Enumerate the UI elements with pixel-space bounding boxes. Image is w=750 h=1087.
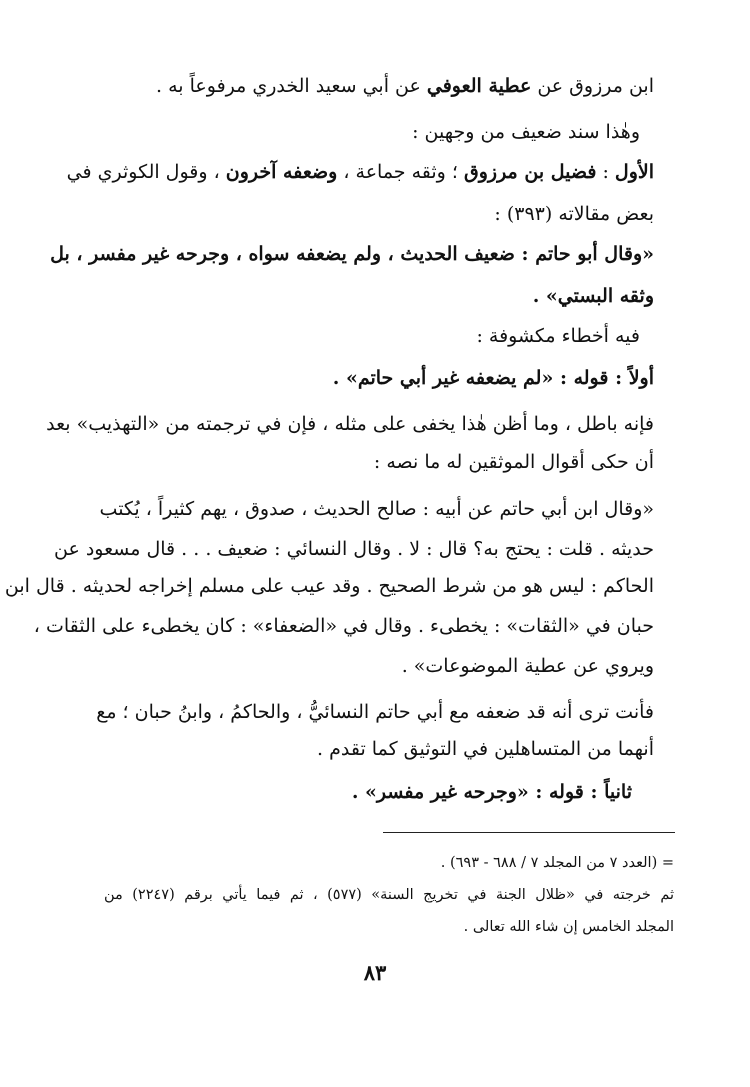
footnote-line-3 xyxy=(464,916,674,938)
text-run: وهٰذا سند ضعيف من وجهين : xyxy=(412,121,640,143)
text-line-13 xyxy=(4,572,654,600)
text-line-2 xyxy=(412,118,640,146)
text-run-bold: فضيل بن مرزوق xyxy=(463,161,597,183)
text-run: : xyxy=(596,161,615,183)
text-run: الحاكم : ليس هو من شرط الصحيح . وقد عيب على مسلم إخراجه لحديثه . قال ابن xyxy=(4,575,654,597)
text-run-bold: وضعفه آخرون xyxy=(225,161,338,183)
text-line-5 xyxy=(50,240,654,268)
text-line-8 xyxy=(333,364,654,392)
text-line-11 xyxy=(99,495,654,523)
text-run: ، وقول الكوثري في xyxy=(66,161,226,183)
text-line-17 xyxy=(317,735,654,763)
footnote-divider xyxy=(383,832,675,833)
footnote-text: ثم خرجته في «ظلال الجنة في تخريج السنة» (٥٧٧) ، ثم فيما يأتي برقم (٢٢٤٧) من xyxy=(104,887,675,903)
text-line-16 xyxy=(96,698,654,726)
text-run-bold: ثانياً : قوله : «وجرحه غير مفسر» . xyxy=(351,781,632,803)
text-run: فيه أخطاء مكشوفة : xyxy=(476,325,640,347)
text-line-3 xyxy=(66,158,654,186)
text-run-bold: عطية العوفي xyxy=(426,75,532,97)
text-run: بعض مقالاته (٣٩٣) : xyxy=(494,203,654,225)
footnote-text: = (العدد ٧ من المجلد ٧ / ٦٨٨ - ٦٩٣) . xyxy=(440,855,674,871)
text-line-18 xyxy=(352,778,632,806)
footnote-text: المجلد الخامس إن شاء الله تعالى . xyxy=(463,919,674,935)
text-run: ؛ وثقه جماعة ، xyxy=(337,161,464,183)
text-run-bold: «وقال أبو حاتم : ضعيف الحديث ، ولم يضعفه سواه ، وجرحه غير مفسر ، بل xyxy=(50,243,654,265)
text-line-7 xyxy=(476,322,640,350)
text-run: أن حكى أقوال الموثقين له ما نصه : xyxy=(373,451,654,473)
text-line-14 xyxy=(33,612,654,640)
text-run: «وقال ابن أبي حاتم عن أبيه : صالح الحديث ، صدوق ، يهم كثيراً ، يُكتب xyxy=(99,498,654,520)
text-line-10 xyxy=(374,448,654,476)
text-run: حديثه . قلت : يحتج به؟ قال : لا . وقال النسائي : ضعيف . . . قال مسعود عن xyxy=(54,538,654,560)
text-line-12 xyxy=(54,535,654,563)
text-run-bold: أولاً : قوله : «لم يضعفه غير أبي حاتم» . xyxy=(332,367,654,389)
footnote-line-2 xyxy=(104,884,674,906)
text-line-4 xyxy=(494,200,654,228)
text-line-15 xyxy=(402,652,654,680)
text-run: ويروي عن عطية الموضوعات» . xyxy=(401,655,654,677)
text-run: عن أبي سعيد الخدري مرفوعاً به . xyxy=(156,75,427,97)
text-line-9 xyxy=(46,410,654,438)
text-line-1 xyxy=(156,72,654,100)
text-run: فإنه باطل ، وما أظن هٰذا يخفى على مثله ، فإن في ترجمته من «التهذيب» بعد xyxy=(46,413,654,435)
text-run-bold: وثقه البستي» . xyxy=(532,285,654,307)
text-run-bold: الأول xyxy=(614,161,654,183)
text-line-6 xyxy=(533,282,654,310)
footnote-line-1 xyxy=(441,852,674,874)
text-run: حبان في «الثقات» : يخطىء . وقال في «الضعفاء» : كان يخطىء على الثقات ، xyxy=(33,615,654,637)
text-run: ابن مرزوق عن xyxy=(531,75,654,97)
page-number: ٨٣ xyxy=(363,960,387,985)
text-run: أنهما من المتساهلين في التوثيق كما تقدم . xyxy=(317,738,654,760)
text-run: فأنت ترى أنه قد ضعفه مع أبي حاتم النسائيُّ ، والحاكمُ ، وابنُ حبان ؛ مع xyxy=(96,701,654,723)
